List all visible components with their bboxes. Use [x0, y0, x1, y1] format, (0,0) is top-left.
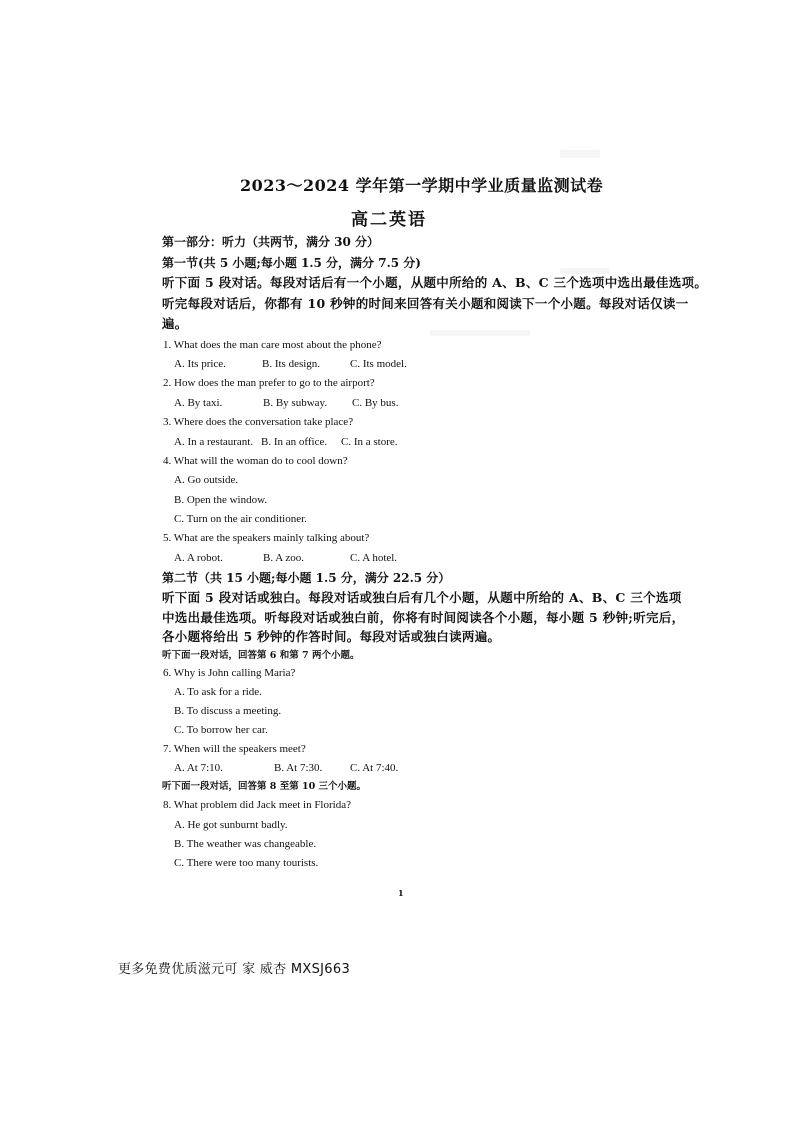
- option-a: A. In a restaurant.: [174, 436, 254, 448]
- option-c: C. At 7:40.: [350, 762, 399, 774]
- exam-title: 2023～2024 学年第一学期中学业质量监测试卷: [240, 176, 604, 195]
- bleed-through-smudge: [430, 330, 530, 336]
- section2-instruction-line: 听下面 5 段对话或独白。每段对话或独白后有几个小题，从题中所给的 A、B、C 三个选项: [162, 590, 682, 605]
- question-2-options: [174, 398, 398, 409]
- question-2: 2. How does the man prefer to go to the airport?: [163, 377, 375, 389]
- option-a: A. Its price.: [174, 358, 226, 370]
- option-b: B. A zoo.: [263, 552, 304, 564]
- exam-subject: 高二英语: [351, 210, 427, 230]
- question-4-option-b: B. Open the window.: [174, 494, 268, 506]
- bleed-through-smudge: [560, 150, 600, 158]
- section1-instruction-line: 听完每段对话后，你都有 10 秒钟的时间来回答有关小题和阅读下一个小题。每段对话仅读一: [162, 296, 689, 311]
- part1-heading: 第一部分：听力（共两节，满分 30 分）: [162, 235, 380, 249]
- question-1-options: [174, 359, 407, 370]
- question-6: 6. Why is John calling Maria?: [163, 667, 296, 679]
- listening-note: 听下面一段对话，回答第 8 至第 10 三个小题。: [162, 781, 367, 792]
- section2-instruction-line: 各小题将给出 5 秒钟的作答时间。每段对话或独白读两遍。: [162, 629, 501, 644]
- listening-note: 听下面一段对话，回答第 6 和第 7 两个小题。: [162, 650, 360, 661]
- option-b: B. At 7:30.: [274, 762, 323, 774]
- question-7: 7. When will the speakers meet?: [163, 743, 306, 755]
- option-b: B. By subway.: [263, 397, 328, 409]
- option-c: C. By bus.: [352, 397, 399, 409]
- question-4-option-a: A. Go outside.: [174, 474, 239, 486]
- question-6-option-c: C. To borrow her car.: [174, 724, 268, 736]
- question-8-option-a: A. He got sunburnt badly.: [174, 819, 288, 831]
- option-a: A. By taxi.: [174, 397, 223, 409]
- question-5-options: [174, 553, 397, 564]
- section2-heading: 第二节（共 15 小题;每小题 1.5 分，满分 22.5 分）: [162, 571, 451, 585]
- question-7-options: [174, 763, 398, 774]
- question-4-option-c: C. Turn on the air conditioner.: [174, 513, 307, 525]
- question-8-option-b: B. The weather was changeable.: [174, 838, 317, 850]
- question-6-option-a: A. To ask for a ride.: [174, 686, 262, 698]
- option-c: C. Its model.: [350, 358, 407, 370]
- question-3-options: [174, 437, 398, 448]
- question-4: 4. What will the woman do to cool down?: [163, 455, 348, 467]
- question-8-option-c: C. There were too many tourists.: [174, 857, 319, 869]
- section2-instruction-line: 中选出最佳选项。听每段对话或独白前，你将有时间阅读各个小题，每小题 5 秒钟;听完后，: [162, 610, 685, 625]
- option-a: A. At 7:10.: [174, 762, 223, 774]
- section1-heading: 第一节(共 5 小题;每小题 1.5 分，满分 7.5 分): [162, 256, 421, 270]
- page-number: 1: [398, 888, 404, 898]
- option-b: B. In an office.: [261, 436, 328, 448]
- footer-watermark-text: 更多免费优质滋元可 家 威杏 MXSJ663: [118, 962, 351, 977]
- section1-instruction-line: 听下面 5 段对话。每段对话后有一个小题，从题中所给的 A、B、C 三个选项中选出最佳选项。: [162, 275, 708, 290]
- option-c: C. In a store.: [341, 436, 398, 448]
- section1-instruction-line: 遍。: [162, 316, 188, 331]
- question-3: 3. Where does the conversation take place?: [163, 416, 354, 428]
- option-b: B. Its design.: [262, 358, 321, 370]
- bleed-through-smudge: [560, 268, 610, 274]
- question-6-option-b: B. To discuss a meeting.: [174, 705, 282, 717]
- option-a: A. A robot.: [174, 552, 223, 564]
- option-c: C. A hotel.: [350, 552, 398, 564]
- question-1: 1. What does the man care most about the phone?: [163, 339, 382, 351]
- question-8: 8. What problem did Jack meet in Florida?: [163, 799, 351, 811]
- question-5: 5. What are the speakers mainly talking about?: [163, 532, 370, 544]
